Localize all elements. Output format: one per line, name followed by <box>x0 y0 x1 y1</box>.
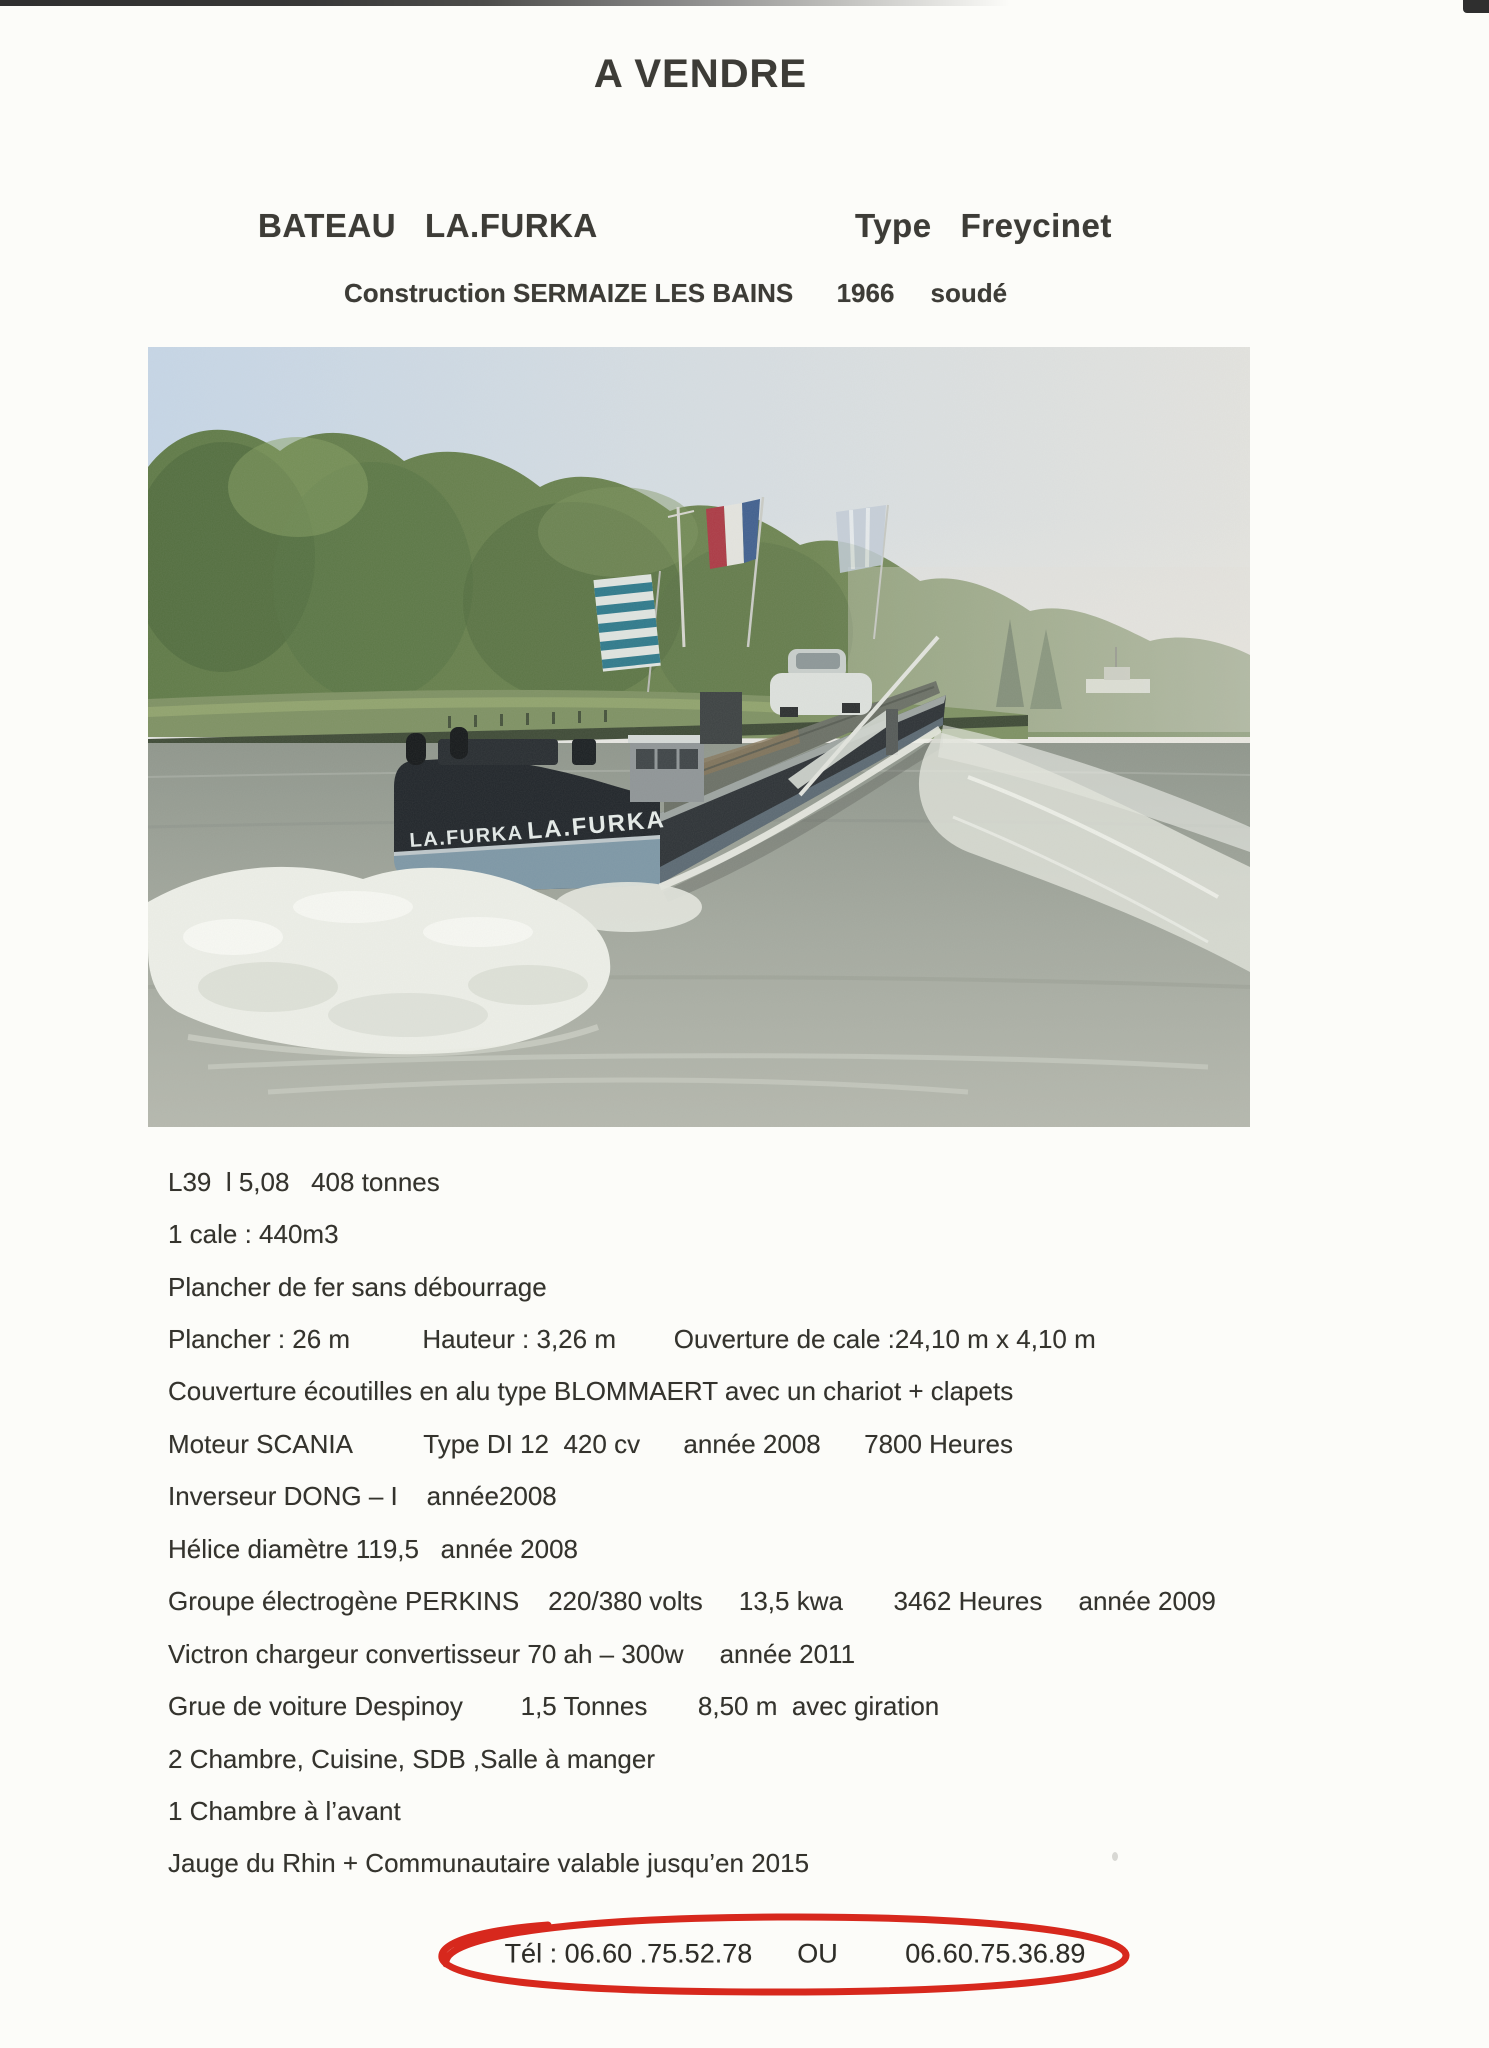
spec-line-groupe: Groupe électrogène PERKINS 220/380 volts 13,5 kwa 3462 Heures année 2009 <box>168 1586 1216 1617</box>
boat-photo <box>148 347 1250 1127</box>
spec-line-victron: Victron chargeur convertisseur 70 ah – 300w année 2011 <box>168 1638 856 1669</box>
spec-line-plancher-fer: Plancher de fer sans débourrage <box>168 1271 547 1302</box>
spec-line-cale: 1 cale : 440m3 <box>168 1219 339 1250</box>
spec-line-couverture: Couverture écoutilles en alu type BLOMMAERT avec un chariot + clapets <box>168 1376 1014 1407</box>
spec-line-chambre-avant: 1 Chambre à l’avant <box>168 1795 401 1826</box>
scan-artifact-top-line <box>0 0 1010 6</box>
spec-line-chambres: 2 Chambre, Cuisine, SDB ,Salle à manger <box>168 1743 656 1774</box>
spec-line-grue: Grue de voiture Despinoy 1,5 Tonnes 8,50 m avec giration <box>168 1691 940 1722</box>
spec-line-helice: Hélice diamètre 119,5 année 2008 <box>168 1533 579 1564</box>
spec-line-moteur: Moteur SCANIA Type DI 12 420 cv année 2008 7800 Heures <box>168 1428 1013 1459</box>
page-title: A VENDRE <box>593 52 808 96</box>
boat-type-heading: Type Freycinet <box>855 207 1112 244</box>
construction-line: Construction SERMAIZE LES BAINS 1966 soudé <box>344 278 1008 308</box>
contact-section <box>398 1908 1158 2000</box>
scan-artifact-corner <box>1463 0 1489 13</box>
spec-line-dimensions: L39 l 5,08 408 tonnes <box>168 1166 440 1197</box>
spec-line-plancher-dims: Plancher : 26 m Hauteur : 3,26 m Ouverture de cale :24,10 m x 4,10 m <box>168 1324 1096 1355</box>
spec-line-jauge: Jauge du Rhin + Communautaire valable jusqu’en 2015 <box>168 1848 810 1879</box>
spec-line-inverseur: Inverseur DONG – I année2008 <box>168 1481 557 1512</box>
phone-numbers: Tél : 06.60 .75.52.78 OU 06.60.75.36.89 <box>504 1938 1086 1969</box>
photo-grain-overlay <box>148 347 1250 1127</box>
spec-list <box>168 1156 1288 1890</box>
boat-name-heading: BATEAU LA.FURKA <box>258 207 598 244</box>
